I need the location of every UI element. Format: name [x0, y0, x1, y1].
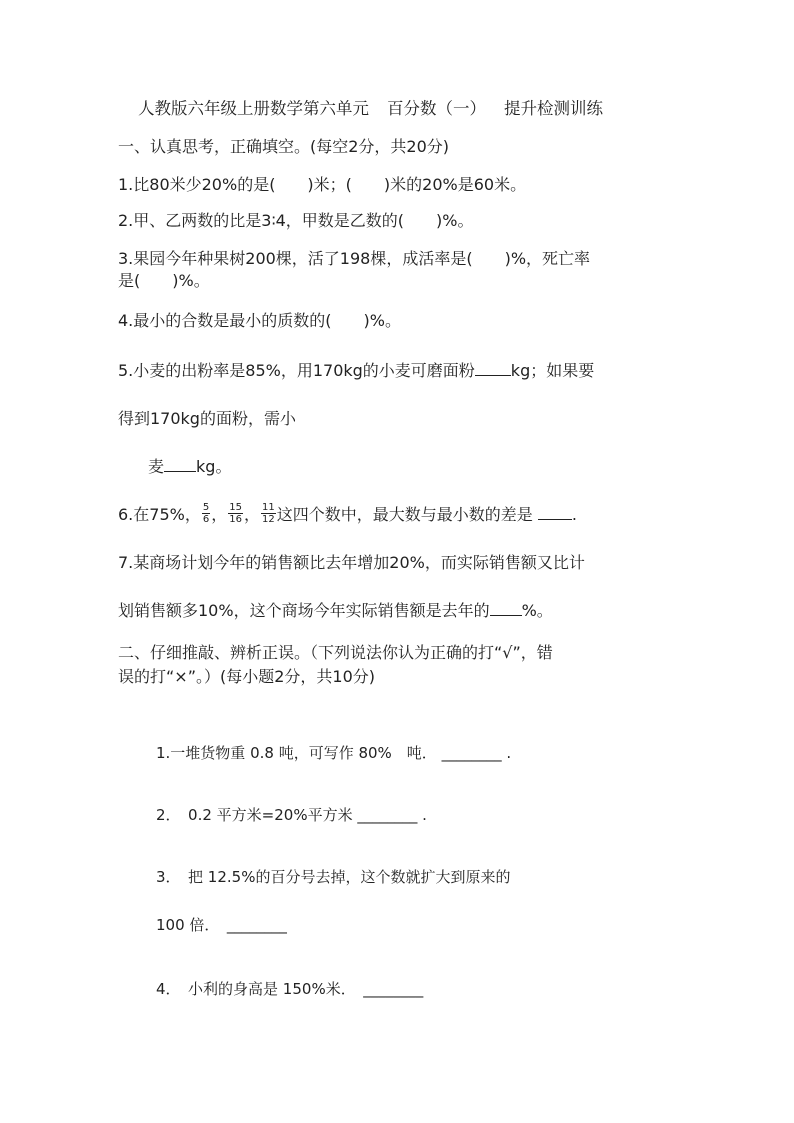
answer-blank[interactable]: [490, 600, 522, 616]
question-1-4: 4.最小的合数是最小的质数的( )%。: [118, 311, 401, 330]
page-title: [138, 98, 603, 120]
question-1-2: 2.甲、乙两数的比是3∶4，甲数是乙数的( )%。: [118, 211, 474, 230]
question-1-7-text-a: 划销售额多10%，这个商场今年实际销售额是去年的: [118, 601, 490, 620]
question-2-3-line2: 100 倍． ________: [156, 916, 287, 934]
title-part-2: 百分数（一）: [387, 99, 486, 118]
section1-heading: 一、认真思考，正确填空。(每空2分，共20分): [118, 137, 450, 156]
answer-blank[interactable]: [538, 504, 572, 520]
question-1-6-text-c: .: [571, 505, 577, 524]
question-1-1: 1.比80米少20%的是( )米；( )米的20%是60米。: [118, 175, 527, 194]
question-1-5-text-a: 5.小麦的出粉率是85%，用170kg的小麦可磨面粉: [118, 361, 475, 380]
question-1-5-text-b: kg；如果要: [510, 361, 595, 380]
answer-blank[interactable]: [475, 360, 511, 376]
answer-blank[interactable]: [164, 456, 196, 472]
question-1-6-text-b: 这四个数中，最大数与最小数的差是: [276, 505, 533, 524]
section2-heading-line2: 误的打“×”。）(每小题2分，共10分): [118, 667, 376, 686]
fraction-5-6: [202, 502, 210, 525]
question-1-5-line1: [118, 360, 594, 382]
question-1-3-line2: 是( )%。: [118, 271, 210, 290]
question-1-6-text-a: 6.在75%，: [118, 505, 201, 524]
title-part-3: 提升检测训练: [504, 99, 603, 118]
question-1-6: [118, 504, 577, 527]
fraction-denominator: 6: [202, 514, 210, 525]
question-1-5-line2: 得到170kg的面粉，需小: [118, 409, 296, 428]
fraction-numerator: 11: [261, 502, 275, 513]
question-1-5-line3: [148, 456, 231, 478]
question-2-3-line1: 3． 把 12.5%的百分号去掉，这个数就扩大到原来的: [156, 868, 511, 886]
separator: ，: [243, 505, 260, 524]
question-2-1: 1.一堆货物重 0.8 吨，可写作 80% 吨． ________ .: [156, 744, 512, 762]
fraction-denominator: 12: [261, 514, 275, 525]
question-1-7-text-b: %。: [521, 601, 553, 620]
title-part-1: 人教版六年级上册数学第六单元: [138, 99, 369, 118]
fraction-11-12: [261, 502, 276, 525]
question-2-2: 2． 0.2 平方米=20%平方米 ________ .: [156, 806, 427, 824]
question-1-3-line1: 3.果园今年种果树200棵，活了198棵，成活率是( )%，死亡率: [118, 249, 591, 268]
section2-heading-line1: 二、仔细推敲、辨析正误。（下列说法你认为正确的打“√”，错: [118, 643, 553, 662]
fraction-numerator: 5: [202, 502, 210, 513]
separator: ，: [211, 505, 228, 524]
fraction-denominator: 16: [229, 514, 242, 525]
fraction-15-16: [228, 502, 243, 525]
question-2-4: 4． 小利的身高是 150%米． ________: [156, 980, 424, 998]
question-1-7-line2: [118, 600, 553, 622]
question-1-7-line1: 7.某商场计划今年的销售额比去年增加20%，而实际销售额又比计: [118, 553, 585, 572]
question-1-5-text-d: kg。: [196, 457, 232, 476]
fraction-numerator: 15: [229, 502, 242, 513]
question-1-5-text-c: 麦: [148, 457, 165, 476]
